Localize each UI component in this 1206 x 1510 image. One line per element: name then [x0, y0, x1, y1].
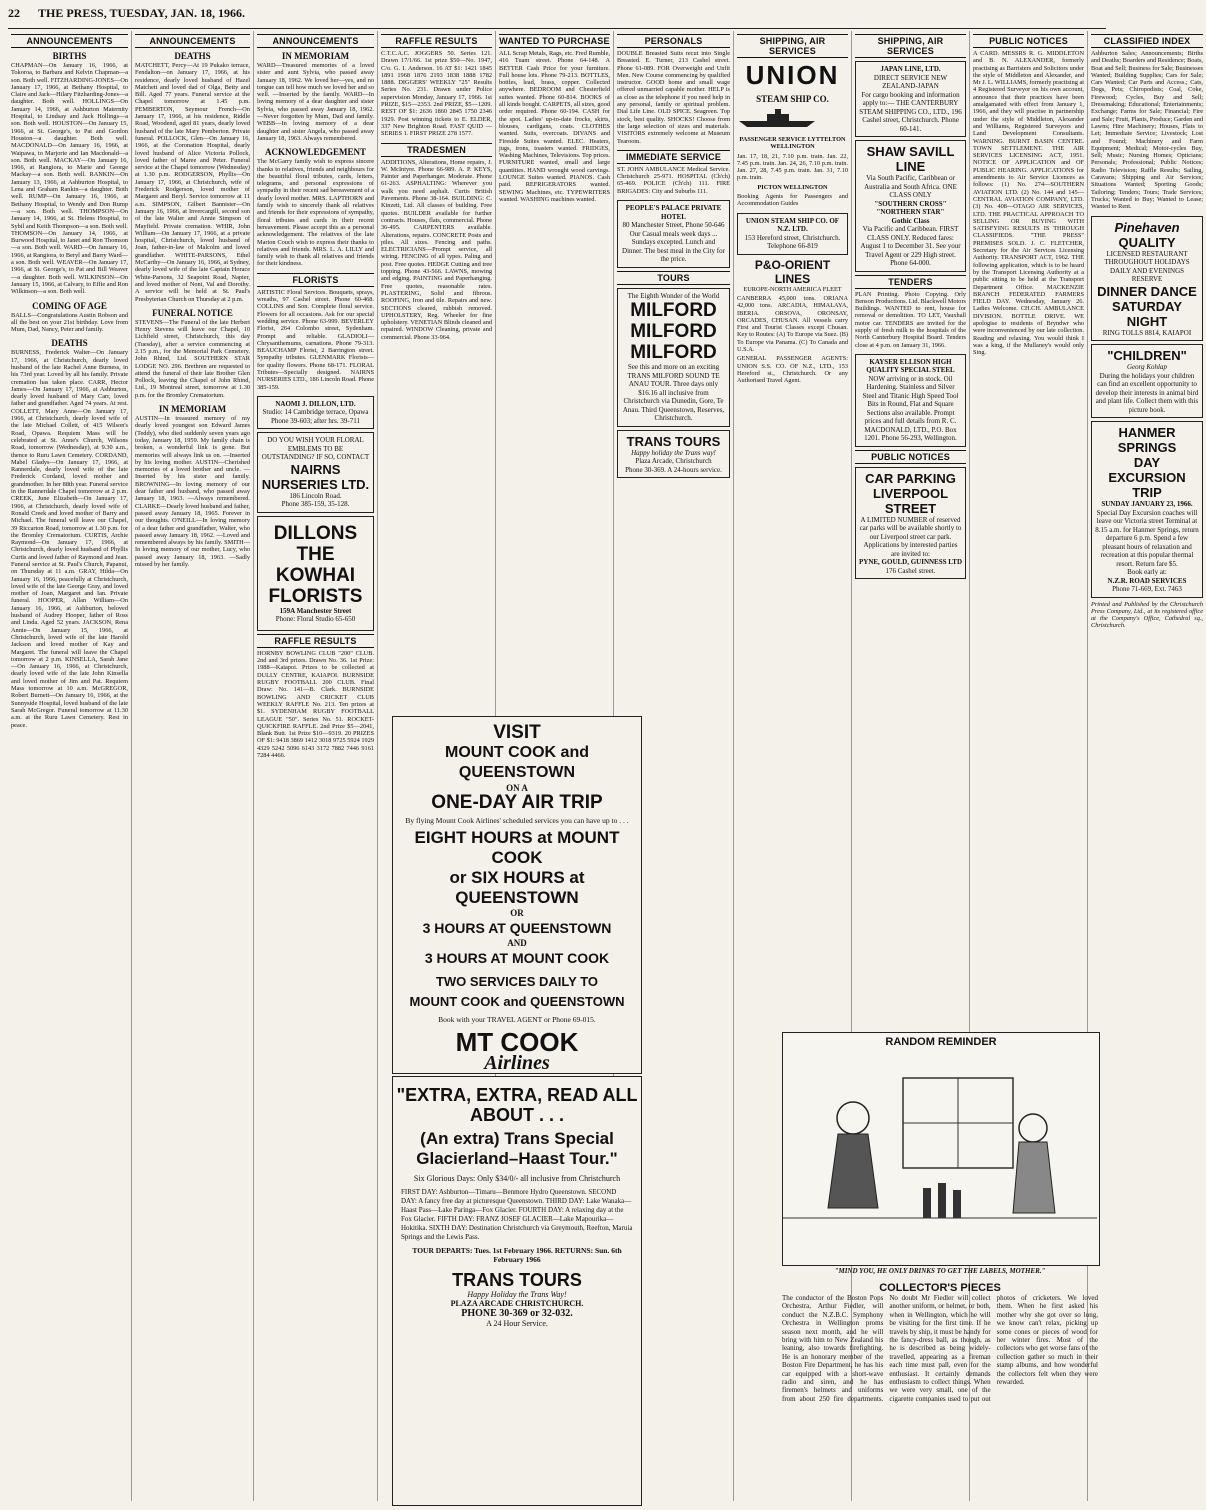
masthead — [8, 6, 1106, 29]
hanmer-phone: Phone 71-669, Ext. 7463 — [1112, 585, 1182, 594]
public-notices-heading: PUBLIC NOTICES — [973, 34, 1084, 48]
hanmer-booking: Book early at: — [1127, 568, 1167, 577]
glacier-dep: TOUR DEPARTS: Tues. 1st February 1966. RETURNS: Sun. 6th February 1966 — [412, 1246, 622, 1264]
shaw-savill-logo: SHAW SAVILL LINE — [866, 144, 955, 174]
car-parking-body: A LIMITED NUMBER of reserved car parks will be available shortly to our Liverpool street car park. Applications by interested parties are invited to: — [859, 515, 962, 558]
dillons-ad — [257, 516, 374, 631]
public-notices-heading-2: PUBLIC NOTICES — [855, 450, 966, 464]
cartoon-box — [782, 1032, 1100, 1266]
wanted-heading: WANTED TO PURCHASE — [499, 36, 610, 46]
column-public-notices — [970, 31, 1088, 1501]
nairns-name: NAIRNS NURSERIES LTD. — [261, 461, 370, 492]
hanmer-body: Special Day Excursion coaches will leave our Victoria street Terminal at 8.15 a.m. for Hanmer Springs, return departure 6 p.m. Spend a few pleasant hours of relaxation and recreation at this popular thermal resort. Return fare $5. — [1095, 508, 1199, 568]
union-sailings: Jan. 17, 18, 21, 7.10 p.m. train. Jan. 22, 7.45 p.m. train. Jan. 24, 26, 7.10 p.m. train. Jan. 27, 28, 7.45 p.m. train. Jan. 31, 7.10 p.m. train. — [737, 152, 848, 182]
in-memoriam-heading-1: IN MEMORIAM — [158, 404, 227, 415]
glacier-tag: Happy Holiday the Trans Way! — [467, 1290, 567, 1299]
pinehaven-l5: DINNER DANCE — [1097, 283, 1197, 299]
mtcook-l8: OR — [510, 908, 524, 918]
pinehaven-l4: RESERVE — [1131, 275, 1163, 284]
trans-tours-tagline: Happy holiday the Trans way! — [631, 448, 716, 457]
pinehaven-ad — [1091, 216, 1203, 342]
shipping-heading: SHIPPING, AIR SERVICES — [737, 34, 848, 58]
children-title: "CHILDREN" — [1107, 348, 1187, 364]
milford-ad — [617, 288, 730, 427]
mtcook-l4: ONE-DAY AIR TRIP — [431, 792, 603, 813]
trans-tours-name: TRANS TOURS — [626, 433, 721, 449]
trans-tours-ad — [617, 430, 730, 479]
nairns-phone: Phone 385-159, 35-128. — [281, 500, 350, 509]
tradesmen-text: ADDITIONS, Alterations, Home repairs, J. W. McIntyre. Phone 66-989. A. P. KEYS, Painter and Paperhanger. Moderate. Phone 61-263. ASPHALTING: Wherever you walk you need asphalt. Curtis British Pavements. Phone 38-164. BUILDING: C. Kinzett, Ltd. All classes of building. Free quotes. BUILDER available for further contracts. Houses, flats, commercial. Phone 36-495. CARPENTERS available. Alterations, repairs. CONCRETE Posts and piles. All sizes. Fencing and paths. ELECTRICIANS—Prompt service, all wiring. FENCING of all types. Paling and post. Free quotes. HEDGE Cutting and tree topping. Phone 43-566. LAWNS, mowing and edging. PAINTING and Paperhanging. Free quotes, reasonable rates. PLASTERING, Solid and fibrous. ROOFING, Iron and tile. Repairs and new. SECTIONS cleared, rubbish removed. UPHOLSTERY, Reg. Wheeler for fine upholstery. VENETIAN Blinds cleaned and repaired. WINDOW Cleaning, private and commercial. Phone 33-964. — [381, 158, 492, 341]
mtcook-l7: or SIX HOURS at QUEENSTOWN — [449, 868, 585, 907]
mtcook-l14: Book with your TRAVEL AGENT or Phone 69-015. — [438, 1015, 596, 1024]
japan-line-service: DIRECT SERVICE NEW ZEALAND-JAPAN — [873, 73, 948, 90]
po-lines-list: CANBERRA 45,000 tons. ORIANA 42,000 tons. ARCADIA, HIMALAYA, IBERIA. ORSOVA, ORONSAY, ORCADES, CHUSAN. All vessels carry First and Tourist Classes except Chusan. Key to Routes: (A) To Europe via Suez. (B) To Europe via Panama. (C) To Canada and U.S.A. — [737, 294, 848, 354]
union-cargo-ad — [737, 213, 848, 255]
dillons-line2: THE KOWHAI — [275, 543, 356, 586]
classified-index-text: Ashburton Sales; Announcements; Births and Deaths; Boarders and Residence; Boats, Boat and Sell; Business for Sale; Businesses Wanted; Building Supplies; Cars for Sale; Cars Wanted; Car Parts and Access.; Cats, Dogs, Pets; Chiropodists; Coal, Coke, Firewood; Cycles, Buy and Sell; Dressmaking; Educational; Entertainments; Exchange; Farms for Sale; Financial; Fire and Sale; Fruit, Plants, Produce; Garden and Lawns; Hire Machinery; Houses, Flats to Let; Immediate Service; Livestock; Lost and Found; Machinery and Farm Equipment; Medical; Motor-cycles Buy, Sell; Music; Nursing Homes; Opticians; Personals; Professional; Public Notices; Radio Television; Raffle Results; Sailing, Caravans; Shipping and Air Services; Situations Wanted; Sporting Goods; Tailoring; Tenders; Tours; Trade Services; Trucks; Wanted to Buy; Wanted to Lease; Wanted to Rent. — [1091, 50, 1203, 211]
dillons-phone: Phone: Floral Studio 65-650 — [275, 615, 356, 624]
dillons-address: 159A Manchester Street — [279, 606, 352, 615]
milford-title-3: MILFORD — [630, 342, 717, 364]
column-announcements-births — [8, 31, 132, 1501]
immediate-text: ST. JOHN AMBULANCE Medical Service. Christchurch 25-971. HOSPITAL (Ch'ch) 65-469. POLICE (Ch'ch) 111. FIRE BRIGADES: City and Suburbs 111. — [617, 165, 730, 195]
shaw-savill-gothic-body: Via Pacific and Caribbean. FIRST CLASS ONLY. Reduced fares: August 1 to December 31. See your Travel Agent or 229 High street. Phone 64-000. — [860, 225, 961, 267]
mtcook-l11: 3 HOURS AT MOUNT COOK — [424, 950, 610, 966]
tenders-text: PLAN Printing. Photo Copying. Orly Benson Productions. Ltd. Blackwell Motors Buildings. WANTED to rent, house for removal or demolition. TO LET, Vauxhall motor car. TENDERS are invited for the supply of fresh milk to the hospitals of the North Canterbury Hospital Board. Tenders close at 4 p.m. on January 31, 1966. — [855, 290, 966, 349]
memoriam-text-1: AUSTIN—In treasured memory of my dearly loved youngest son Edward James (Teddy), who died suddenly seven years ago today, January 18, 1959. My family chain is broken, a wonderful link is gone. But memories will always link us on. —Inserted by his loving mother. AUSTIN—Cherished memories of a loved brother and uncle. —Inserted by his sister and family. BROWNING—In loving memory of our dear father and husband, who passed away January 18, 1963. —Always remembered. CLARKE—Dearly loved husband and father, passed away January 18, 1965. Forever in our thoughts. O'NEILL—In loving memory of a dear father and grandfather, Walter, who passed away January 18, 1962. —Loved and remembered always by his family. SMITH—In loving memory of our mother, Lucy, who passed away January 18, 1963. —Sadly missed by her family. — [135, 415, 250, 568]
nairns-address: 186 Lincoln Road. — [289, 491, 342, 500]
pinehaven-l7: RING TOLLS 8814, KAIAPOI — [1102, 328, 1192, 337]
kayser-body: NOW arriving or in stock. Oil Hardening. Stainless and Silver Steel and Titanic High Speed Tool Bits in Round, Flat and Square Sections also available. Prompt prices and full details from R. C. MACDONALD, LTD., P.O. Box 1201. Phone 56-293, Wellington. — [862, 374, 959, 443]
japan-line-body: For cargo booking and information apply to:— THE CANTERBURY STEAM SHIPPING CO., LTD., 196 Cashel street, Christchurch. Phone 60-141. — [859, 90, 962, 133]
glacier-body: FIRST DAY: Ashburton—Timaru—Benmore Hydro Queenstown. SECOND DAY: A fancy free day at picturesque Queenstown. THIRD DAY: Lake Wanaka—Haast Pass—Lake Paringa—Fox Glacier. FOURTH DAY: A relaxing day at the Fox Glacier. FIFTH DAY: FRANZ JOSEF GLACIER—Lake Mapourika—Hokitika. SIXTH DAY: Destination Christchurch via Greymouth, Reefton, Maruia Springs and the Lewis Pass. — [401, 1188, 633, 1241]
milford-tour-name: The Eighth Wonder of the World — [627, 291, 720, 300]
union-sub: STEAM SHIP CO. — [756, 94, 829, 104]
delphine-name: NAOMI J. DILLON, LTD. — [275, 399, 356, 408]
delphine-ad — [257, 396, 374, 430]
car-parking-l2: LIVERPOOL STREET — [872, 485, 949, 516]
union-ferry: PICTON WELLINGTON — [757, 183, 828, 191]
po-lines-name: P&O-ORIENT LINES — [754, 257, 831, 286]
hanmer-agent: N.Z.R. ROAD SERVICES — [1107, 576, 1187, 585]
funeral-text: STEVENS—The Funeral of the late Herbert Henry Stevens will leave our Chapel, 10 Lichfield street, Christchurch, this day (Tuesday), after a service commencing at 2.15 p.m., for the Memorial Park Cemetery. John Rhind, Ltd. SOUTHERN STAR LODGE NO. 296. Brethren are requested to attend the funeral of their late Brother Glen Pollock, leaving the Chapel of John Rhind, Ltd., 19 Montreal street, tomorrow at 1.30 p.m. for the Bromley Crematorium. — [135, 318, 250, 399]
collectors-pieces — [782, 1282, 1098, 1405]
column-classified-index — [1088, 31, 1206, 1501]
mtcook-l9: 3 HOURS AT QUEENSTOWN — [422, 920, 612, 936]
coming-of-age-text: BALLS—Congratulations Austin Robson and all the best on your 21st birthday. Love from Mum, Dad, Nancy, Peter and family. — [11, 311, 128, 334]
mtcook-l10: AND — [507, 938, 527, 948]
car-parking-l1: CAR PARKING — [865, 470, 956, 486]
tradesmen-heading: TRADESMEN — [381, 143, 492, 157]
dillons-line3: FLORISTS — [268, 585, 363, 607]
memoriam-text-2: WARD—Treasured memories of a loved sister and aunt Sylvia, who passed away January 18, 1962. We loved her—yes, and no tongue can tell how much we loved her and so well. —Inserted by the family. WARD—In loving memory of a dear daughter and sister Sylvia, who passed away January 18, 1962. —Never forgotten by Mum, Dad and family. WEBB—In loving memory of a dear daughter and sister Angela, who passed away January 18, 1963. Always remembered. — [257, 62, 374, 142]
cartoon-illustration-icon — [783, 1048, 1097, 1258]
announcements-heading: ANNOUNCEMENTS — [11, 34, 128, 48]
trans-tours-address: Plaza Arcade, Christchurch — [635, 457, 712, 466]
mtcook-l12: TWO SERVICES DAILY TO — [435, 974, 599, 989]
shaw-savill-route: Via South Pacific, Caribbean or Australia and South Africa. ONE CLASS ONLY — [864, 174, 957, 199]
hanmer-l1: HANMER SPRINGS — [1117, 425, 1177, 456]
car-parking-firm: PYNE, GOULD, GUINNESS LTD — [859, 558, 963, 567]
public-notices-text: A CARD. MESSRS R. G. MIDDLETON and B. N. ALEXANDER, formerly practising as Barristers and Solicitors under the style of Middleton and Alexander, and Mr J. L. WILLIAMS, formerly practising at 4 Registered Surveyor on his own account, announce that their practices have been amalgamated with effect from January 1, 1966, and they will practise in partnership under the style of Middleton, Alexander and Williams, Registered Surveyors and Land Development Consultants. WARNING. BURNT BASIN CENTRE. TOWN SETTLEMENT. THE AIR SERVICES LICENSING ACT, 1951. NOTICE OF APPLICATION and OF PUBLIC HEARING. APPLICATIONS for amendments to Air Service Licences as follows: (1) No. 274—SOUTHERN AVIATION LTD. (2) No. 144 and 145—CENTRAL AVIATION COMPANY, LTD. (3) No. 408—OTAGO AIR SERVICES, LTD. THE PRACTICAL APPROACH TO SELLING OR BUYING WITH SATISFYING RESULTS IS THROUGH CLASSIFIEDS. "THE PRESS" PREMISES SOLD. J. C. FLETCHER, Secretary for the Air Services Licensing Authority. TRANSPORT ACT, 1962. THE following application, which is to be heard by the Transport Licensing Authority at a public sitting to be held at the Transport Department Office. MACKENZIE BRANCH FEDERATED FARMERS FIELD DAY. Wednesday, January 26. Ladies Welcome. CH.CH. AMBULANCE DIVISION. BOTTLE DRIVE. WE apologise to residents of Bryndwr who were inconvenienced by our late collection. Reading and relaxing. You would think I was a king, if the Mullaney's would only Sing. — [973, 50, 1084, 357]
mtcook-l2: MOUNT COOK and QUEENSTOWN — [445, 744, 589, 781]
hanmer-l3: TRIP — [1132, 485, 1162, 501]
column-deaths — [132, 31, 254, 1501]
mtcook-ad — [392, 716, 642, 1074]
glacier-l2: (An extra) Trans Special Glacierland–Haast Tour." — [416, 1129, 618, 1168]
po-lines-sub: EUROPE-NORTH AMERICA FLEET — [743, 285, 842, 293]
union-cargo-title: UNION STEAM SHIP CO. OF N.Z. LTD. — [745, 216, 840, 234]
in-memoriam-heading-2: IN MEMORIAM — [281, 51, 350, 61]
announcements-heading-3: ANNOUNCEMENTS — [257, 34, 374, 48]
mtcook-brand: MT COOK — [455, 1027, 579, 1057]
pinehaven-brand: Pinehaven — [1114, 219, 1180, 235]
wanted-text: ALL Scrap Metals, Rags, etc. Fred Rumble, 416 Tuam street. Phone 64-148. A BETTER Cash Price for your furniture. Full house lots. Phone 79-213. BOTTLES, bottles, lead, brass, copper. Collected anywhere. BEDROOM and Chesterfield suites wanted. Phone 60-814. BOOKS of all kinds bought. CARPETS, all sizes, good order required. Phone 60-194. CASH for the spot. Ladies' up-to-date frocks, skirts, blouses, cardigans, coats. CLOTHES wanted. Suits, overcoats. DIVANS and Fireside Suites wanted. ELEC. Heaters, jugs, irons, toasters wanted. FRIDGES, Washing Machines, Televisions. Top prices. FURNITURE wanted, small and large quantities. HAND wrought wood carvings. LOUNGE Suites wanted. PIANOS. Cash paid. REFRIGERATORS wanted. SEWING Machines, etc. TYPEWRITERS wanted. WASHING machines wanted. — [499, 50, 610, 203]
raffle-results-heading: RAFFLE RESULTS — [381, 34, 492, 48]
immediate-service-heading: IMMEDIATE SERVICE — [617, 150, 730, 164]
union-service: PASSENGER SERVICE LYTTELTON WELLINGTON — [739, 136, 846, 151]
glacier-l3: Six Glorious Days: Only $34/0/- all inclusive from Christchurch — [413, 1174, 621, 1183]
pinehaven-l1: QUALITY — [1118, 234, 1176, 250]
collectors-pieces-title: COLLECTOR'S PIECES — [879, 1282, 1001, 1294]
mtcook-brand2: Airlines — [484, 1052, 550, 1074]
acknowledgement-text: The McGarry family wish to express sincere thanks to relatives, friends and neighbours for the beautiful floral tributes, cards, letters, telegrams, and personal expressions of sympathy in their recent sad bereavement of a dearly loved mother. MRS. LAPTHORN and family wish to sincerely thank all relatives and friends for their expressions of sympathy, floral tributes and cards in their recent bereavement. Please accept this as a personal acknowledgement. The relatives of the late Marion Couch wish to express their thanks to relatives and friends. MRS. L. A. LILLY and family wish to thank all relatives and friends for their kindness. — [257, 158, 374, 268]
po-lines-agents: GENERAL PASSENGER AGENTS: UNION S.S. CO. OF N.Z., LTD., 153 Hereford st., Christchurch. Or any Authorised Travel Agent. — [737, 355, 848, 385]
masthead-title: THE PRESS, TUESDAY, JAN. 18, 1966. — [38, 6, 245, 20]
delphine-line1: Studio: 14 Cambridge terrace, Opawa — [262, 408, 369, 417]
personals-heading: PERSONALS — [617, 34, 730, 48]
deaths-text-1: BURNESS, Frederick Walter—On January 17, 1966, at Christchurch, dearly loved husband of the late Rachel Anne Burness, in his 73rd year. Loved by all his family. Private cremation has taken place. CARR, Hector James—On January 17, 1966, at Ashburton, dearly loved husband of Mary Carr, loved father and grandfather. Aged 74 years. At rest. COLLETT, Mary Anne—On January 17, 1966, at Christchurch, dearly loved wife of the late Michael Collett, of 415 Wilson's Road, Opawa. Requiem Mass will be celebrated at St. Anne's Church, Wilsons Road, tomorrow (Wednesday), at 9.30 a.m., thence to Ruru Lawn Cemetery. CORDAND, Mabel Gladys—On January 17, 1966, at Rannerdale, dearly loved wife of the late Frederick Cordand, loved mother and grandmother. In her 88th year. Funeral service in the Rannerdale Chapel tomorrow at 2 p.m. CREEK, June Elizabeth—On January 17, 1966, at Christchurch, dearly loved wife of Ronald Creek and loved mother of Barry and Michael. The funeral will leave our Chapel, 39 Riccarton Road, tomorrow at 1.30 p.m. for the Bromley Crematorium. CURTIS, Archie Raymond—On January 17, 1966, at Christchurch, dearly loved husband of Phyllis Curtis and loved father of Raymond and Jean. Funeral service at St. Paul's Church, Papanui, on Thursday at 11 a.m. GRAY, Hilda—On January 16, 1966, peacefully at Christchurch, loved wife of the late George Gray, and loved mother of Joan, Margaret and Ian. Private funeral. HOOPER, Allan William—On January 16, 1966, at Ashburton, beloved husband of Audrey Hooper, father of Ross and Linda. Aged 52 years. JACKSON, Rena Annie—On January 15, 1966, at Christchurch, loved wife of the late Harold Jackson and loved mother of Kay and Margaret. The funeral will leave the Chapel tomorrow at 2 p.m. KINSELLA, Sarah Jane—On January 16, 1966, at Christchurch, dearly loved wife of the late John Kinsella and loved mother of Jim and Pat. Requiem Mass tomorrow at 10 a.m. McGREGOR, Robert Burnett—On January 16, 1966, at the Sunnyside Hospital, loved husband of the late Sarah McGregor. Funeral tomorrow at 11.30 a.m. at the Ruru Lawn Cemetery. Rest in peace. — [11, 349, 128, 729]
mtcook-l13: MOUNT COOK and QUEENSTOWN — [409, 994, 625, 1009]
shaw-savill-ad — [855, 140, 966, 272]
union-booking: Booking Agents for Passengers and Accommodation Guides — [737, 193, 848, 208]
children-body: During the holidays your children can find an excellent opportunity to develop their interests in animal bird and plant life. Collect them with this picture book. — [1095, 371, 1199, 414]
nairns-ad — [257, 432, 374, 513]
deaths-heading-1: DEATHS — [51, 338, 88, 349]
raffle-text-1: C.T.C.A.C. JOGGERS 50. Series 121. Drawn 17/1/66. 1st prize $50—No. 1947, C/o. G. I. Anderson. 16 AT $1: 1421 1845 1891 1968 1876 2193 1838 1888 1782 1888. DIGGERS' WEEKLY "25" Results Series No. 231. Drawn under Police supervision Monday, January 17, 1966. 1st PRIZE, $15—2353. 2nd PRIZE, $5—1209. REST OF $1: 2636 1860 2845 1750 2346 1929. Post winning tickets to E. ELDER, 337 New Brighton Road. FAST QUID — SERIES 1. FIRST PRIZE 278 1577. — [381, 50, 492, 138]
peoples-palace-line: 80 Manchester Street, Phone 50-646 — [622, 221, 725, 230]
announcements-heading-2: ANNOUNCEMENTS — [135, 34, 250, 48]
trans-tours-phone: Phone 30-369. A 24-hours service. — [625, 465, 722, 474]
shaw-savill-ships: "SOUTHERN CROSS" "NORTHERN STAR" — [874, 199, 947, 216]
kayser-title: KAYSER ELLISON HIGH QUALITY SPECIAL STEEL — [866, 357, 955, 375]
hanmer-l4: SUNDAY JANUARY 23, 1966. — [1101, 500, 1193, 509]
pinehaven-l6: SATURDAY NIGHT — [1111, 298, 1183, 329]
glacier-l1: "EXTRA, EXTRA, READ ALL ABOUT . . . — [396, 1085, 638, 1125]
hanmer-l2: DAY EXCURSION — [1108, 455, 1186, 486]
milford-body: See this and more on an exciting TRANS MILFORD SOUND TE ANAU TOUR. Three days only $16.16 all inclusive from Christchurch via Dunedin, Gore, Te Anau. Third Queenstown, Reserves, Christchurch. — [622, 363, 725, 423]
glacier-brand: TRANS TOURS — [452, 1270, 582, 1290]
union-logo: UNION — [745, 60, 840, 90]
births-text: CHAPMAN—On January 16, 1966, at Tokoroa, to Barbara and Kelvin Chapman—a son. Both well. FITZHARDING-JONES—On January 17, 1966, at Bethany Hospital, to Claire and Jack—Hilary Fitzharding-Jones—a daughter. Both well. HOLLINGS—On January 14, 1966, at Ashburton Maternity Hospital, to Lindsay and Jack Hollings—a son. Both well. HOUSTON—On January 15, 1966, at St. George's, to Pat and Gordon Houston—a daughter. Both well. MACDONALD—On January 16, 1966, at Waipawa, to Marjorie and Ian Macdonald—a son. Both well. MACKAY—On January 16, 1966, at Rangiora, to Marie and George Mackay—a son. Both well. RANKIN—On January 13, 1966, at Ashburton Hospital, to Lena and Graham Rankin—a daughter. Both well. RUMP—On January 16, 1966, at Bethany Hospital, to Wendy and Don Rump—a son. Both well. THOMPSON—On January 14, 1966, at St. Helens Hospital, to Sybil and Keith Thompson—a son. Both well. THOMSON—On January 14, 1966, at Burwood Hospital, to Janet and Ron Thomson—a son. Both well. WARD—On January 16, 1966, at Rangiora, to Beryl and Barry Ward—a son. Both well. WEAVER—On January 17, 1966, at St. George's, to Pat and Bill Weaver—a daughter. Both well. WILKINSON—On January 15, 1966, at Calvary, to Effie and Ron Wilkinson—a son. Both well. — [11, 62, 129, 296]
deaths-text-2: MATCHETT, Percy—At 19 Pukako terrace, Fendalton—on January 17, 1966, at his residence, dearly loved husband of Hazel Matchett and loved dad of Olga, Betty and Bill. Aged 77 years. Funeral service at the Chapel tomorrow at 1.45 p.m. PEMBERTON, Seymour French—On January 17, 1966, at his residence, Riddle Road, Woodend, aged 81 years, dearly loved husband of the late Mary Pemberton. Private funeral. POLLOCK, Glen—On January 16, 1966, at the Coronation Hospital, dearly loved husband of Alice Victoria Pollock, loved father of Maree and Peter. Funeral service at the Chapel tomorrow (Wednesday) at 1.30 p.m. RODGERSON, Phyllis—On January 17, 1966, at Christchurch, wife of Frederick Rodgerson, loved mother of Margaret and Beryl. Service tomorrow at 11 a.m. SIMPSON, Gilbert Bannister—On January 16, 1966, at Invercargill, second son of the late Walter and Annie Simpson of Mayfield. Private cremation. WHIR, John William—On January 17, 1966, at a private hospital, Christchurch, loved husband of Joan, father-in-law of Malcolm and loved grandfather. WHITE-PARSONS, Ethel McCarthy—On January 16, 1966, at Sydney, dearly loved wife of the late Captain Horace White-Parsons, 32 Seapoint Road, Napier, and loved mother of Noni, Val and Dorothy. A service will be held at St. Paul's Presbyterian Church on Thursday at 2 p.m. — [135, 62, 250, 303]
acknowledgement-heading: ACKNOWLEDGEMENT — [264, 147, 366, 158]
glacier-ad — [392, 1076, 642, 1506]
union-cargo-phone: Telephone 66-819 — [767, 242, 818, 251]
coming-of-age-heading: COMING OF AGE — [32, 300, 107, 311]
printed-by: Printed and Published by the Christchurch Press Company, Ltd., at its registered office at the Company's Office, Cathedral sq., Christchurch. — [1091, 600, 1203, 630]
classified-index-heading: CLASSIFIED INDEX — [1091, 34, 1203, 48]
column-shipping — [734, 31, 852, 1501]
column-japan-tenders — [852, 31, 970, 1501]
peoples-palace-title: PEOPLE'S PALACE PRIVATE HOTEL — [625, 204, 722, 221]
pinehaven-l3: THROUGHOUT HOLIDAYS DAILY AND EVENINGS — [1104, 258, 1190, 275]
raffle-results-heading-2: RAFFLE RESULTS — [257, 634, 374, 648]
tenders-heading: TENDERS — [855, 275, 966, 289]
peoples-palace-body: Our Casual meals week days ... Sundays excepted. Lunch and Dinner. The best meal in the City for the price. — [622, 229, 725, 264]
nairns-title: DO YOU WISH YOUR FLORAL EMBLEMS TO BE OUTSTANDING? IF SO, CONTACT — [261, 436, 370, 462]
pinehaven-l2: LICENSED RESTAURANT — [1106, 249, 1188, 258]
milford-title-2: MILFORD — [630, 321, 717, 343]
children-ad — [1091, 344, 1203, 418]
delphine-line2: Phone 39-603; after hrs. 39-711 — [271, 416, 360, 425]
collectors-pieces-body: The conductor of the Boston Pops Orchestra, Arthur Fiedler, will conduct the N.Z.B.C. Symphony Orchestra in Wellington proms season next month, and he will bring with him to New Zealand his leaning, also towards firefighting. He is an honorary member of the Boston Fire Department, he has his car equipped with a short-wave radio and siren, and he has firemen's helmets and uniforms from about 250 fire departments. No doubt Mr Fiedler will collect another uniform, or helmet, or both, when in Wellington, which he will be visiting for the first time. If he travels by ship, it must be handy for the fancy-dress ball, as though, as he is described as being widely-travelled, appearing as a fireman each time must pall, even for the enthusiast. It certainly demands enthusiasm to collect things. When we were very small, one of the cigarette companies used to put out photos of cricketers. We loved them. When he first asked his mother why she got over so long, we know can't relax, picking up some cones or pieces of wood for her winter fires. Most of the collectors who get worse fans of the collection gather so much in their stamp albums, and how wonderful the collectors felt when they were rewarded. — [782, 1294, 1098, 1403]
peoples-palace-ad — [617, 200, 730, 268]
shipping-heading-2: SHIPPING, AIR SERVICES — [855, 34, 966, 58]
children-author: Georg Kohlap — [1127, 363, 1167, 372]
glacier-svc: A 24 Hour Service. — [486, 1319, 548, 1328]
mtcook-l5: By flying Mount Cook Airlines' scheduled services you can have up to . . . — [405, 816, 629, 825]
column-memoriam-florists — [254, 31, 378, 1501]
personals-text: DOUBLE Breasted Suits recut into Single Breasted. E. Turner, 213 Cashel street. Phone 61-089. FOR Overweight and Unfit Men. New Course commencing by qualified instructor. GOOD home and small wage offered unmarried capable mother. HELP is as close as the telephone if you need help in any personal, family or spiritual problem. Dial Life Line. OLD SPICE. Seagreen. Top stock, best quality. SHOCKS! Choose from the large selection of sizes and materials. VISITORS extremely welcome at Museum Tearoom. — [617, 50, 730, 145]
car-parking-addr: 176 Cashel street. — [885, 566, 936, 575]
japan-line-name: JAPAN LINE, LTD. — [880, 65, 941, 73]
union-cargo-address: 153 Hereford street, Christchurch. — [744, 233, 841, 242]
tours-heading: TOURS — [617, 271, 730, 285]
dillons-line1: DILLONS — [273, 522, 358, 544]
mtcook-l6: EIGHT HOURS at MOUNT COOK — [414, 828, 620, 867]
ship-icon — [737, 107, 817, 129]
page-number: 22 — [8, 6, 20, 20]
japan-line-ad — [855, 61, 966, 137]
shaw-savill-gothic: Gothic Class — [891, 216, 930, 225]
milford-title-1: MILFORD — [630, 300, 717, 322]
funeral-notice-heading: FUNERAL NOTICE — [152, 307, 233, 318]
raffle-text-2: HORNBY BOWLING CLUB "200" CLUB. 2nd and 3rd prizes. Drawn No. 36. 1st Prize: 1988—Kaiapoi. Prizes to be collected at DULLY CENTRE, KAIAPOI. BURNSIDE RUGBY FOOTBALL 200 CLUB. Final Draw: No. 141—B. Clark. BURNSIDE BOWLING AND CRICKET CLUB WEEKLY RAFFLE No. 213. Ten prizes at $1. SYDENHAM RUGBY FOOTBALL LEAGUE "50". Series No. 51. ROCKET-QUICKFIRE RAFFLE. 2nd Prize $5—2041, Blank Butt. 1st Prize $10—9319. 20 PRIZES OF $1: 9418 3869 1412 3018 9725 5924 1929 4329 5242 5096 6143 3172 7882 7446 9161 7284 4466. — [257, 649, 374, 760]
florists-text: ARTISTIC Floral Services. Bouquets, sprays, wreaths, 97 Cashel street. Phone 60-468. COLLINS and Son. Complete floral service. Flowers for all occasions. Ask for our special wedding service. Phone 63-999. BEVERLEY Florist, 264 Colombo street, Sydenham. Prompt and reliable. GLADIOLI—Chrysanthemums, carnations. Phone 79-313. BEAUCHAMP Florist, 2 Barrington street. Sympathy tributes. GLENMARK Florists—for quality flowers. Phone 68-171. FLORAL Tributes—Specially designed. NAIRNS NURSERIES LTD., 186 Lincoln Road. Phone 385-159. — [257, 288, 374, 391]
glacier-phone: PHONE 30-369 or 32-032. — [461, 1308, 573, 1319]
kayser-ad — [855, 354, 966, 447]
deaths-heading-2: DEATHS — [174, 51, 211, 61]
hanmer-ad — [1091, 421, 1203, 598]
births-heading: BIRTHS — [52, 51, 87, 61]
florists-heading: FLORISTS — [257, 273, 374, 287]
random-reminder-title: RANDOM REMINDER — [885, 1036, 997, 1048]
cartoon-caption: "MIND YOU, HE ONLY DRINKS TO GET THE LABELS, MOTHER." — [834, 1267, 1046, 1275]
glacier-addr: PLAZA ARCADE CHRISTCHURCH. — [450, 1299, 584, 1308]
mtcook-l1: VISIT — [493, 722, 541, 743]
car-parking-ad — [855, 467, 966, 580]
mtcook-l3: ON A — [506, 783, 528, 793]
